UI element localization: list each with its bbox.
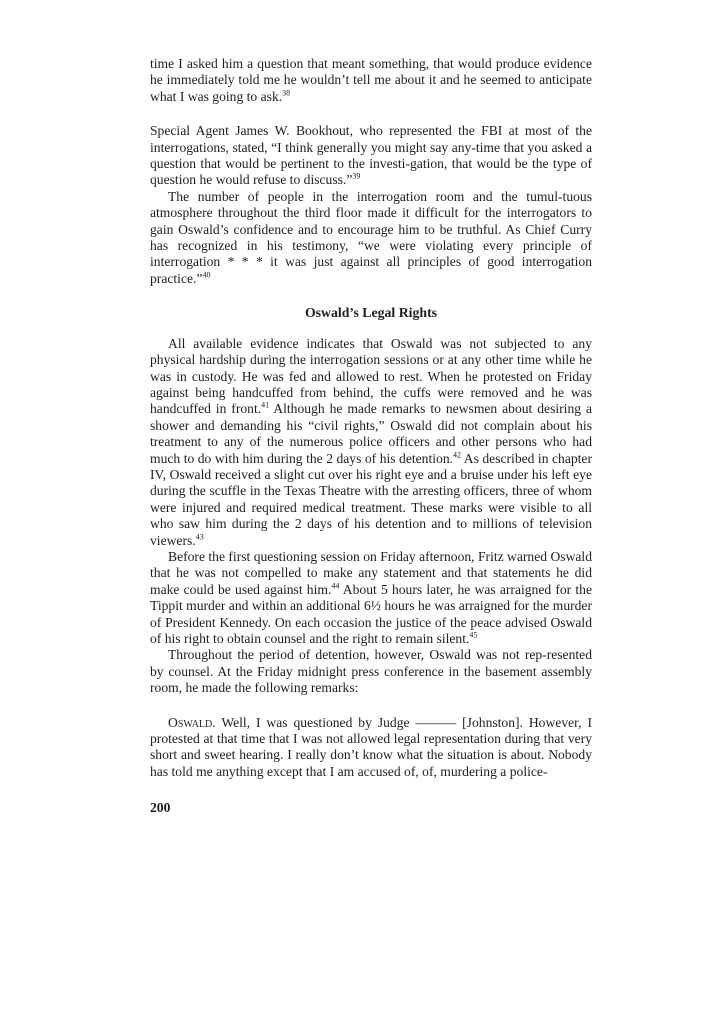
footnote-ref-44: 44 [331, 581, 340, 591]
footnote-ref-45: 45 [469, 630, 478, 640]
footnote-ref-43: 43 [195, 532, 204, 542]
document-page [150, 56, 592, 817]
paragraph-hardship [150, 336, 592, 549]
page-number: 200 [150, 800, 171, 816]
paragraph-warning [150, 549, 592, 647]
paragraph-atmosphere-text: The number of people in the interrogation room and the tumul-tuous atmosphere throughout the third floor made it difficult for the interrogators to gain Oswald’s confidence and to encourage him to be truthful. As Chief Curry has recognized in his testimony, “we were violating every principle of interrogation * * * it was just against all principles of good interrogation practice.” [150, 188, 592, 286]
quote-fritz-text: time I asked him a question that meant something, that would produce evidence he immediately told me he wouldn’t tell me about it and he seemed to anticipate what I was going to ask. [150, 56, 592, 104]
quote-oswald-text: Well, I was questioned by Judge ——— [Johnston]. However, I protested at that time that I was not allowed legal representation during that very short and sweet hearing. I really don’t know what the situation is about. Nobody has told me anything except that I am accused of, of, murdering a police- [150, 714, 592, 779]
footnote-ref-42: 42 [453, 450, 462, 459]
paragraph-bookhout-text: Special Agent James W. Bookhout, who represented the FBI at most of the interrogations, stated, “I think generally you might say any-time that you asked a question that would be pertinent to the investi-gation, that would be the type of question he would refuse to discuss.” [150, 123, 592, 188]
paragraph-hardship-text-a: All available evidence indicates that Oswald was not subjected to any physical hardship during the interrogation sessions or at any other time while he was in custody. He was fed and allowed to rest. When he protested on Friday against being handcuffed from behind, the cuffs were removed and he was handcuffed in front. [150, 335, 592, 417]
paragraph-bookhout [150, 123, 592, 189]
paragraph-warning-text-a: Before the first questioning session on Friday afternoon, Fritz warned Oswald that he was not compelled to make any statement and that statements he did make could be used against him. [150, 548, 592, 597]
footnote-ref-38: 38 [282, 88, 291, 98]
quote-speaker: Oswald. [168, 714, 216, 730]
quote-fritz [150, 56, 592, 105]
paragraph-counsel-text: Throughout the period of detention, however, Oswald was not rep-resented by counsel. At the Friday midnight press conference in the basement assembly room, he made the following remarks: [150, 647, 592, 696]
paragraph-hardship-text-c: As described in chapter IV, Oswald received a slight cut over his right eye and a bruise under his left eye during the scuffle in the Texas Theatre with the arresting officers, three of whom were injured and required medical treatment. These marks were visible to all who saw him during the 2 days of his detention and to millions of television viewers. [150, 450, 592, 548]
paragraph-warning-text-b: About 5 hours later, he was arraigned for the Tippit murder and within an additional 6½ hours he was arraigned for the murder of President Kennedy. On each occasion the justice of the peace advised Oswald of his right to obtain counsel and the right to remain silent. [150, 581, 592, 646]
footnote-ref-39: 39 [352, 171, 361, 181]
paragraph-atmosphere [150, 189, 592, 287]
section-heading: Oswald’s Legal Rights [304, 305, 438, 321]
quote-oswald [150, 715, 592, 781]
footnote-ref-41: 41 [261, 400, 270, 410]
footnote-ref-40: 40 [202, 270, 211, 280]
paragraph-counsel [150, 647, 592, 696]
paragraph-hardship-text-b: Although he made remarks to newsmen about desiring a shower and demanding his “civil rights,” Oswald did not complain about his treatment to any of the numerous police officers and other persons who had much to do with him during the 2 days of his detention. [150, 401, 593, 466]
